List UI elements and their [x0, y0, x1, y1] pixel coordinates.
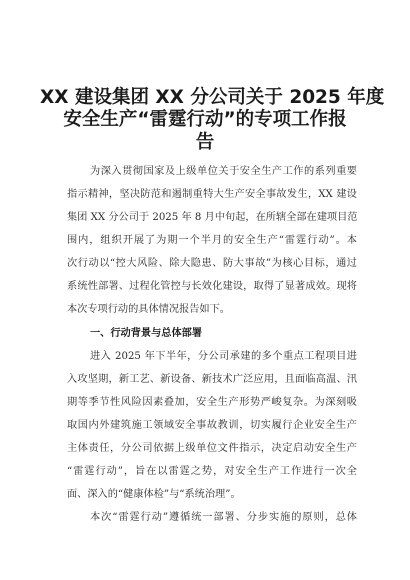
paragraph-1-line-3: 集团 XX 分公司于 2025 年 8 月中旬起，在所辖全部在建项目范: [67, 212, 357, 223]
section-1-heading: 一、行动背景与总体部署: [90, 328, 203, 339]
paragraph-2-line-6: “雷霆行动”，旨在以雷霆之势，对安全生产工作进行一次全: [67, 466, 357, 477]
paragraph-1-line-4: 围内，组织开展了为期一个半月的安全生产“雷霆行动”。本: [67, 235, 357, 246]
paragraph-2-line-3: 期等季节性风险因素叠加，安全生产形势严峻复杂。为深刻吸: [67, 397, 357, 408]
document-title-line-3: 告: [195, 132, 215, 153]
paragraph-1-line-7: 本次专项行动的具体情况报告如下。: [67, 304, 230, 315]
paragraph-2-line-7: 面、深入的“健康体检”与“系统治理”。: [67, 489, 241, 500]
paragraph-2-line-4: 取国内外建筑施工领域安全事故教训，切实履行企业安全生产: [67, 420, 357, 431]
document-title-line-1: XX 建设集团 XX 分公司关于 2025 年度: [40, 87, 385, 108]
paragraph-2-line-2: 入攻坚期，新工艺、新设备、新技术广泛应用，且面临高温、汛: [67, 374, 357, 385]
document-title-line-2: 安全生产“雷霆行动”的专项工作报: [63, 109, 347, 130]
paragraph-2-line-5: 主体责任，分公司依据上级单位文件指示，决定启动安全生产: [67, 443, 357, 454]
paragraph-2-line-1: 进入 2025 年下半年，分公司承建的多个重点工程项目进: [90, 351, 357, 362]
paragraph-1-line-2: 指示精神，坚决防范和遏制重特大生产安全事故发生，XX 建设: [67, 189, 357, 200]
paragraph-1-line-5: 次行动以“控大风险、除大隐患、防大事故”为核心目标，通过: [67, 258, 357, 269]
paragraph-1-line-1: 为深入贯彻国家及上级单位关于安全生产工作的系列重要: [90, 166, 357, 177]
paragraph-3-line-1: 本次“雷霆行动”遵循统一部署、分步实施的原则，总体: [90, 512, 357, 523]
paragraph-1-line-6: 系统性部署、过程化管控与长效化建设，取得了显著成效。现将: [67, 281, 357, 292]
